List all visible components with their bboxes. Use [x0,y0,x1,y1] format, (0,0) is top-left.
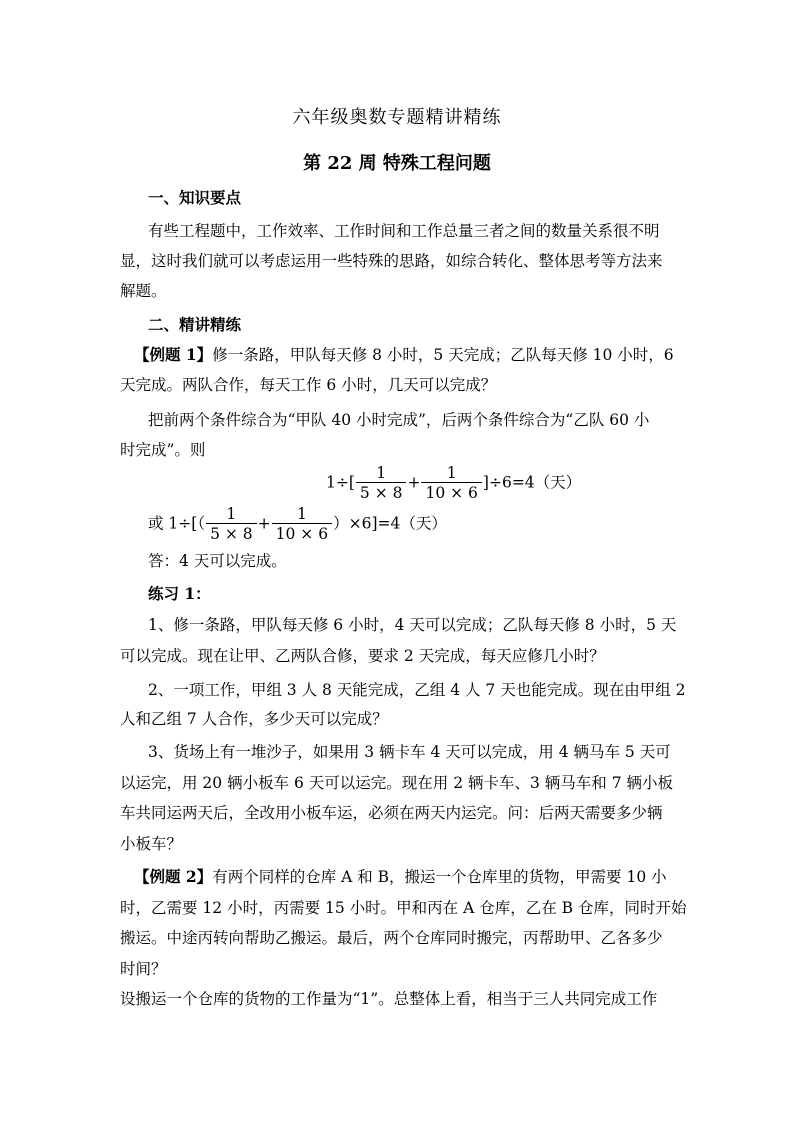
denominator: 10 × 6 [272,523,332,544]
section1-heading: 一、知识要点 [148,188,242,207]
practice-question-line: 可以完成。现在让甲、乙两队合修，要求 2 天完成，每天应修几小时？ [120,647,605,665]
formula-1-prefix: 1÷[ [326,473,355,492]
practice-question-line: 3、货场上有一堆沙子，如果用 3 辆卡车 4 天可以完成，用 4 辆马车 5 天可 [148,743,671,761]
document-title: 六年级奥数专题精讲精练 [292,107,502,128]
example2-label: 【例题 2】 [134,867,213,886]
denominator: 5 × 8 [206,523,257,544]
section1-line: 有些工程题中，工作效率、工作时间和工作总量三者之间的数量关系很不明 [148,222,660,240]
denominator: 5 × 8 [356,482,407,503]
numerator: 1 [376,464,387,482]
formula-2 [148,505,447,544]
section1-line: 解题。 [120,282,167,300]
section1-line: 显，这时我们就可以考虑运用一些特殊的思路，如综合转化、整体思考等方法来 [120,252,663,270]
practice-question-line: 以运完，用 20 辆小板车 6 天可以运完。现在用 2 辆卡车、3 辆马车和 7 辆小板 [120,774,674,792]
practice-question-line: 1、修一条路，甲队每天修 6 小时，4 天可以完成；乙队每天修 8 小时，5 天 [148,616,677,634]
example2-line [134,866,667,888]
fraction [206,505,257,544]
fraction [272,505,332,544]
example2-line: 搬运。中途丙转向帮助乙搬运。最后，两个仓库同时搬完，丙帮助甲、乙各多少 [120,929,663,947]
numerator: 1 [226,505,237,523]
document-subtitle: 第 22 周 特殊工程问题 [303,153,491,174]
formula-1 [326,464,581,503]
example1-line [134,344,674,366]
practice-question-line: 人和乙组 7 人合作，多少天可以完成？ [120,710,388,728]
practice1-heading: 练习 1： [148,584,211,603]
example1-solution-line: 时完成”。则 [120,441,206,459]
practice-question-line: 小板车？ [120,835,183,853]
numerator: 1 [296,505,307,523]
plus-sign: + [257,514,271,533]
fraction [421,464,481,503]
formula-1-suffix: ]÷6=4（天） [482,473,582,492]
practice-question-line: 车共同运两天后，全改用小板车运，必须在两天内运完。问：后两天需要多少辆 [120,804,663,822]
example2-line: 时间？ [120,960,167,978]
example2-text: 有两个同样的仓库 A 和 B，搬运一个仓库里的货物，甲需要 10 小 [212,868,667,886]
fraction [356,464,407,503]
example1-line: 天完成。两队合作，每天工作 6 小时，几天可以完成？ [120,376,497,394]
example1-answer: 答：4 天可以完成。 [148,552,287,570]
plus-sign: + [407,473,421,492]
practice-question-line: 2、一项工作，甲组 3 人 8 天能完成，乙组 4 人 7 天也能完成。现在由甲组 2 [148,681,686,699]
denominator: 10 × 6 [421,482,481,503]
example1-label: 【例题 1】 [134,345,213,364]
example1-solution-line: 把前两个条件综合为“甲队 40 小时完成”，后两个条件综合为“乙队 60 小 [148,411,650,429]
numerator: 1 [446,464,457,482]
example2-solution-line: 设搬运一个仓库的货物的工作量为“1”。总整体上看，相当于三人共同完成工作 [120,990,658,1008]
section2-heading: 二、精讲精练 [148,315,242,334]
formula-2-prefix: 或 1÷[（ [148,514,206,533]
example1-text: 修一条路，甲队每天修 8 小时，5 天完成；乙队每天修 10 小时，6 [212,346,674,364]
example2-line: 时，乙需要 12 小时，丙需要 15 小时。甲和丙在 A 仓库，乙在 B 仓库，同时开始 [120,899,687,917]
formula-2-suffix: ）×6]=4（天） [333,514,447,533]
